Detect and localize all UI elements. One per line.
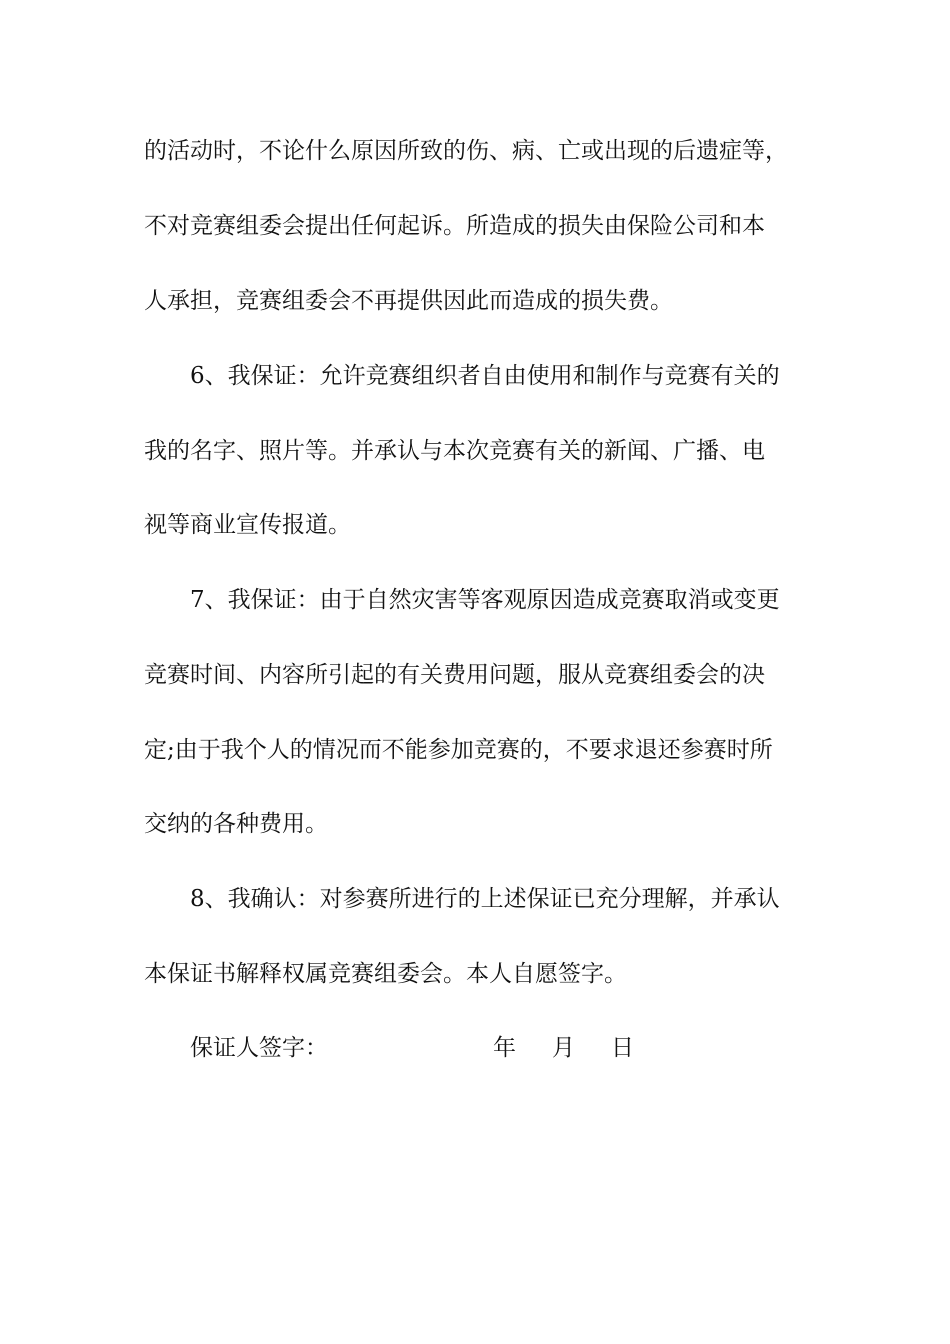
signature-day: 日 (611, 1035, 634, 1061)
signature-month: 月 (552, 1035, 575, 1061)
paragraph-7-line-3: 定;由于我个人的情况而不能参加竞赛的，不要求退还参赛时所 (144, 737, 773, 763)
paragraph-6-line-1: 6、我保证：允许竞赛组织者自由使用和制作与竞赛有关的 (190, 363, 780, 389)
paragraph-5-line-3: 人承担，竞赛组委会不再提供因此而造成的损失费。 (144, 288, 673, 314)
paragraph-7-line-1: 7、我保证：由于自然灾害等客观原因造成竞赛取消或变更 (190, 587, 780, 613)
signature-label: 保证人签字： (190, 1035, 328, 1061)
paragraph-7-line-2: 竞赛时间、内容所引起的有关费用问题，服从竞赛组委会的决 (144, 662, 765, 688)
paragraph-8-line-2: 本保证书解释权属竞赛组委会。本人自愿签字。 (144, 961, 627, 987)
paragraph-6-line-3: 视等商业宣传报道。 (144, 512, 351, 538)
paragraph-8-line-1: 8、我确认：对参赛所进行的上述保证已充分理解，并承认 (190, 886, 780, 912)
signature-year: 年 (493, 1035, 516, 1061)
paragraph-5-line-1: 的活动时，不论什么原因所致的伤、病、亡或出现的后遗症等， (144, 138, 788, 164)
paragraph-7-line-4: 交纳的各种费用。 (144, 811, 328, 837)
paragraph-6-line-2: 我的名字、照片等。并承认与本次竞赛有关的新闻、广播、电 (144, 438, 765, 464)
paragraph-5-line-2: 不对竞赛组委会提出任何起诉。所造成的损失由保险公司和本 (144, 213, 765, 239)
